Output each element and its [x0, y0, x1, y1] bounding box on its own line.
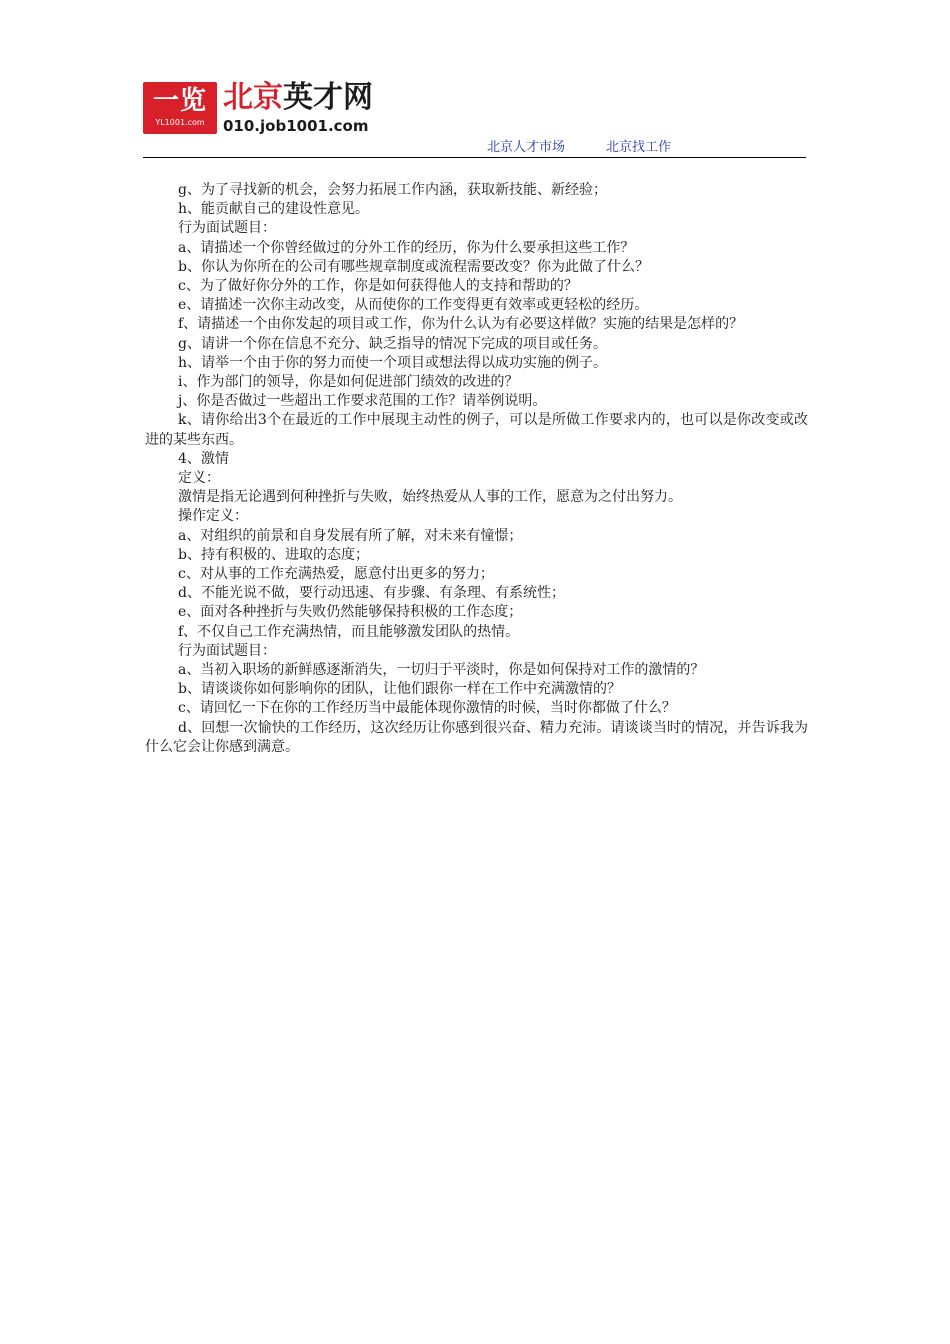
logo-site-name — [223, 80, 373, 116]
paragraph: b、持有积极的、进取的态度； — [178, 546, 369, 563]
paragraph: a、请描述一个你曾经做过的分外工作的经历，你为什么要承担这些工作？ — [178, 239, 635, 256]
paragraph: 定义： — [178, 470, 220, 487]
paragraph: h、能贡献自己的建设性意见。 — [178, 201, 370, 218]
paragraph: e、请描述一次你主动改变，从而使你的工作变得更有效率或更轻松的经历。 — [178, 297, 649, 314]
paragraph: d、回想一次愉快的工作经历，这次经历让你感到很兴奋、精力充沛。请谈谈当时的情况，并告诉我为什么它会让你感到满意。 — [145, 719, 808, 755]
logo-name-city: 北京 — [223, 80, 283, 115]
paragraph: g、为了寻找新的机会，会努力拓展工作内涵，获取新技能、新经验； — [178, 182, 607, 198]
paragraph: 行为面试题目： — [178, 220, 276, 237]
link-beijing-talent-market[interactable]: 北京人才市场 — [487, 140, 566, 155]
paragraph: c、请回忆一下在你的工作经历当中最能体现你激情的时候，当时你都做了什么？ — [178, 700, 676, 717]
paragraph: c、为了做好你分外的工作，你是如何获得他人的支持和帮助的？ — [178, 278, 578, 295]
paragraph: f、不仅自己工作充满热情，而且能够激发团队的热情。 — [178, 623, 520, 640]
logo-badge-text: 一览 — [152, 86, 207, 116]
paragraph: c、对从事的工作充满热爱，愿意付出更多的努力； — [178, 566, 494, 583]
paragraph: g、请讲一个你在信息不充分、缺乏指导的情况下完成的项目或任务。 — [178, 335, 607, 352]
paragraph: a、对组织的前景和自身发展有所了解，对未来有憧憬； — [178, 527, 523, 544]
logo-badge — [143, 82, 217, 134]
paragraph: j、你是否做过一些超出工作要求范围的工作？请举例说明。 — [178, 393, 547, 410]
paragraph: b、你认为你所在的公司有哪些规章制度或流程需要改变？你为此做了什么？ — [178, 258, 649, 275]
paragraph: i、作为部门的领导，你是如何促进部门绩效的改进的？ — [178, 374, 519, 391]
paragraph: k、请你给出3个在最近的工作中展现主动性的例子，可以是所做工作要求内的，也可以是你改变或改进的某些东西。 — [145, 412, 808, 448]
paragraph: 操作定义： — [178, 508, 248, 525]
header-links — [487, 140, 712, 156]
document-body — [145, 181, 808, 757]
site-logo[interactable] — [143, 80, 393, 136]
section-heading: 4、激情 — [178, 450, 229, 467]
logo-url: 010.job1001.com — [223, 117, 369, 135]
paragraph: 行为面试题目： — [178, 642, 276, 659]
paragraph: e、面对各种挫折与失败仍然能够保持积极的工作态度； — [178, 604, 523, 621]
paragraph: h、请举一个由于你的努力而使一个项目或想法得以成功实施的例子。 — [178, 354, 608, 371]
page-header — [143, 80, 806, 158]
paragraph: a、当初入职场的新鲜感逐渐消失，一切归于平淡时，你是如何保持对工作的激情的？ — [178, 662, 705, 679]
link-beijing-find-job[interactable]: 北京找工作 — [606, 140, 672, 155]
logo-name-brand: 英才网 — [283, 80, 373, 115]
paragraph: b、请谈谈你如何影响你的团队，让他们跟你一样在工作中充满激情的？ — [178, 681, 621, 698]
header-divider — [143, 157, 806, 158]
paragraph: f、请描述一个由你发起的项目或工作，你为什么认为有必要这样做？实施的结果是怎样的？ — [178, 316, 744, 333]
paragraph: 激情是指无论遇到何种挫折与失败，始终热爱从人事的工作，愿意为之付出努力。 — [178, 489, 682, 506]
paragraph: d、不能光说不做，要行动迅速、有步骤、有条理、有系统性； — [178, 585, 565, 602]
logo-badge-subtext: YL1001.com — [155, 118, 205, 127]
